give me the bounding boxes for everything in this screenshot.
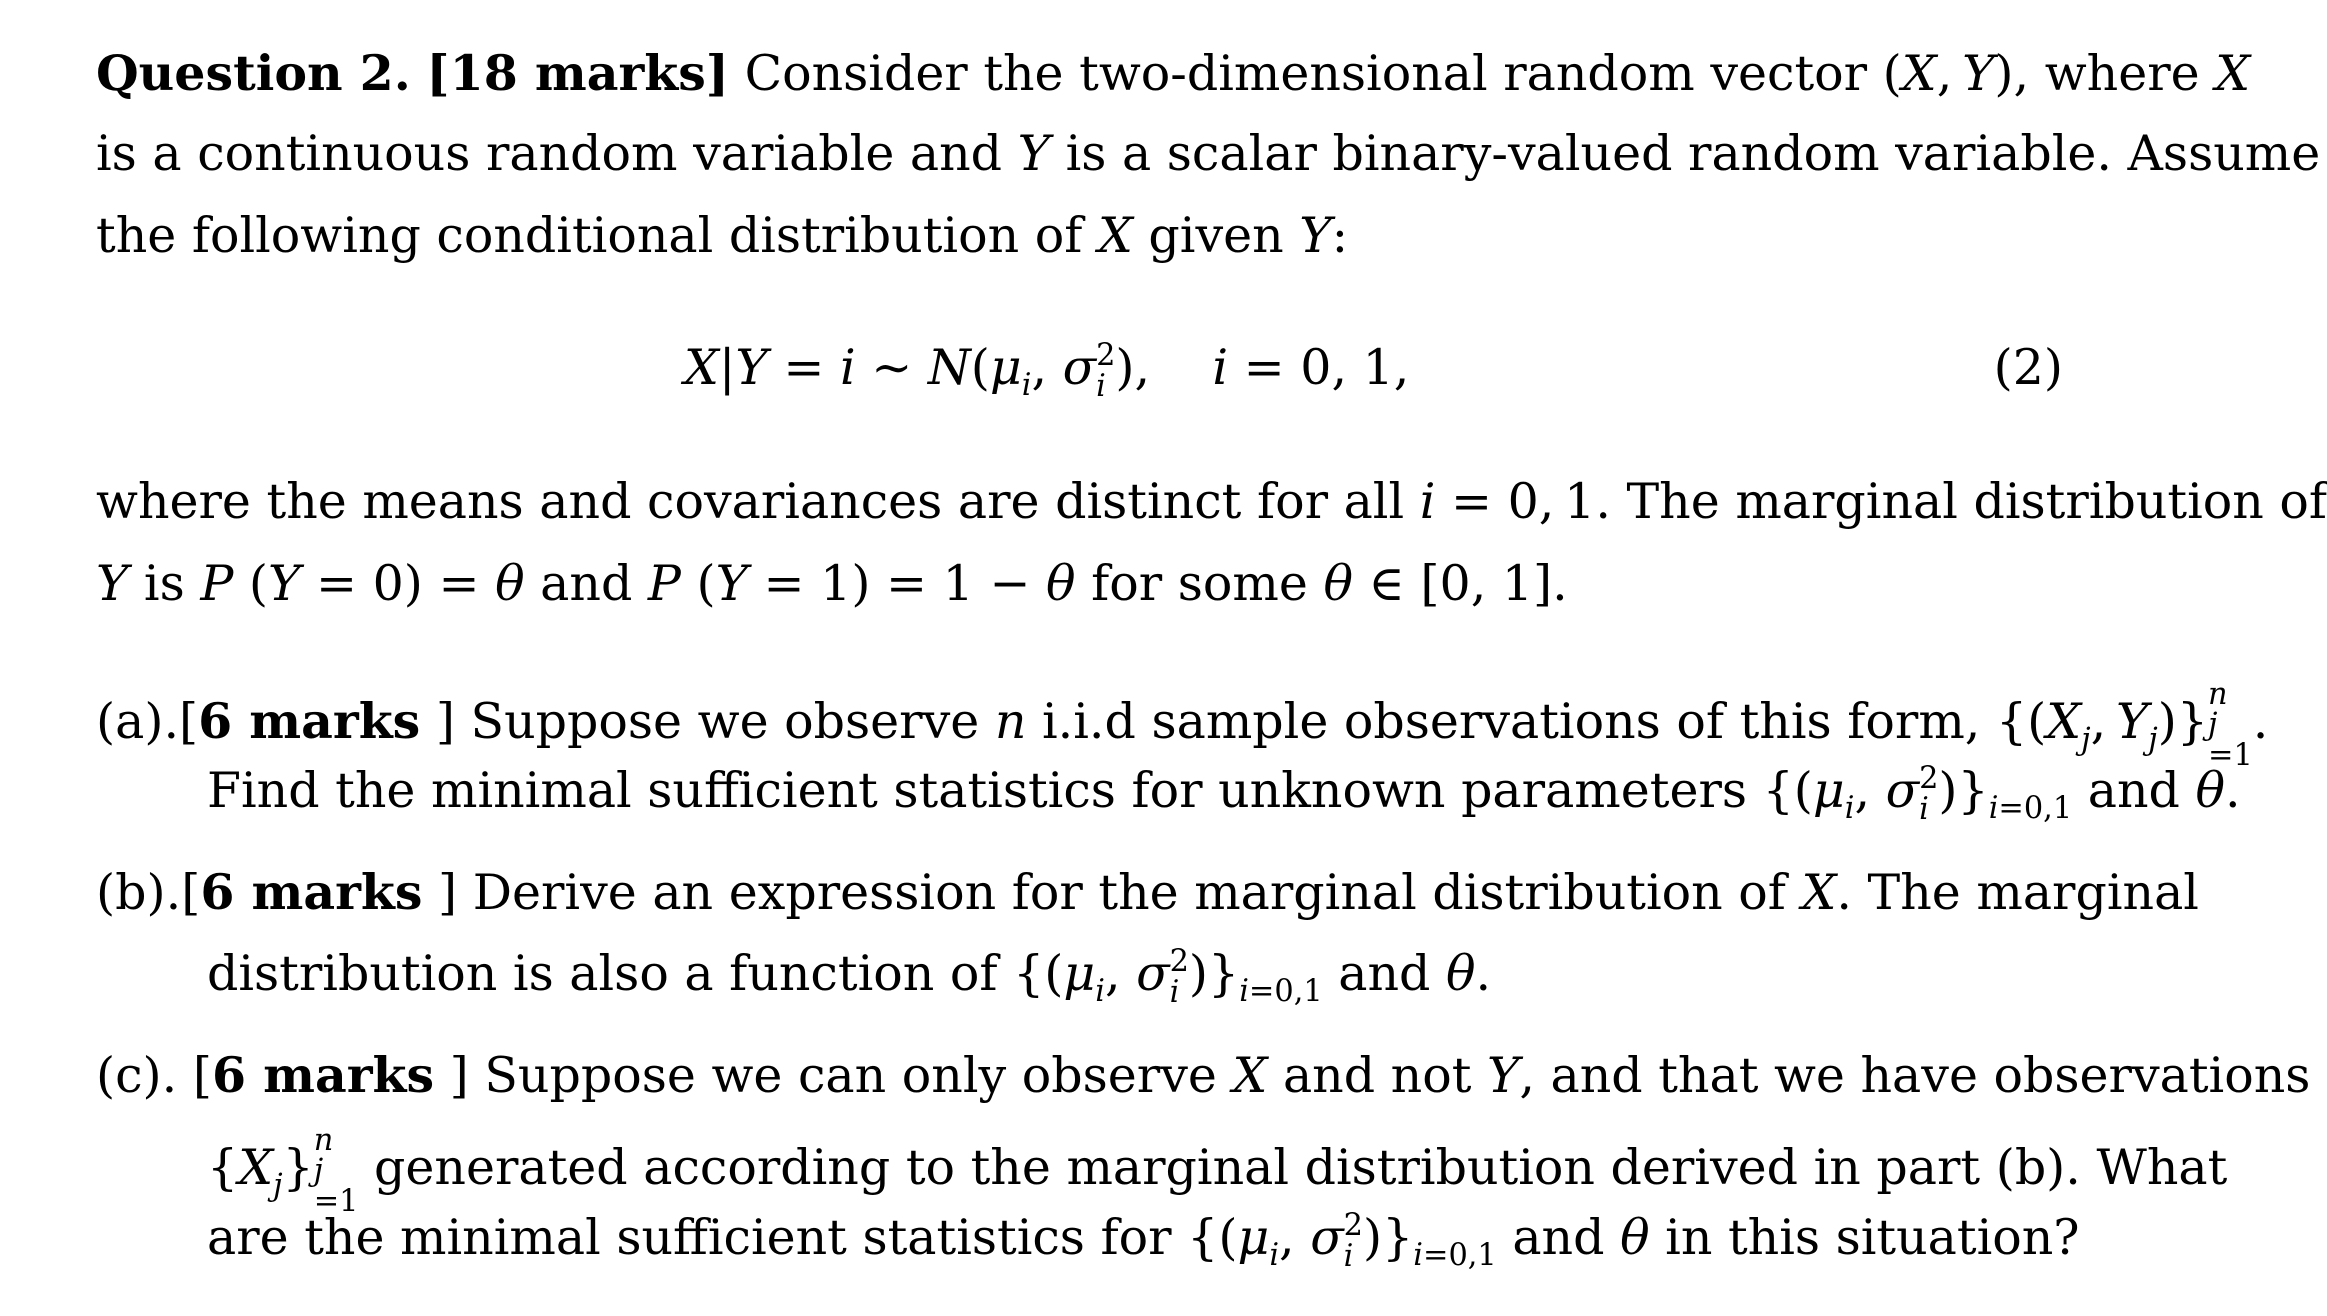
part-b-line-1: (b).[6 marks ] Derive an expression for the marginal distribution of X. The marginal — [96, 863, 2199, 921]
question-intro-line-3: the following conditional distribution of X given Y: — [96, 207, 1349, 264]
part-c-line-2: $\{X_j\}$ n j =1 generated according to the marginal distribution derived in part (b). What — [207, 1123, 2228, 1219]
part-b-line-2: distribution is also a function of {($\mu_i$, σ 2 i )}$_{i=0,1}$ and θ. — [207, 944, 1492, 1010]
part-a-marks: 6 marks — [198, 692, 421, 751]
question-after-line-1: where the means and covariances are distinct for all i = 0, 1. The marginal distribution of — [96, 473, 2327, 530]
display-equation: X|Y = i ∼ $N(\mu_i$, σ 2 i ), i = 0, 1, — [684, 338, 1410, 404]
question-label: Question 2. — [96, 44, 411, 102]
part-c-label: (c). — [96, 1047, 178, 1104]
question-after-line-2: Y is P (Y = 0) = θ and P (Y = 1) = 1 − θ for some θ ∈ [0, 1]. — [96, 555, 1568, 612]
equation-number: (2) — [1993, 339, 2063, 396]
part-c-line-3: are the minimal sufficient statistics for {($\mu_i$, σ 2 i )}$_{i=0,1}$ and θ in this situation? — [207, 1208, 2080, 1274]
question-intro-line-2: is a continuous random variable and Y is a scalar binary-valued random variable. Assume — [96, 125, 2321, 182]
question-intro-line-1: Question 2. [18 marks] Consider the two-dimensional random vector (X, Y), where X — [96, 44, 2251, 102]
part-a-line-1: (a).[6 marks ] Suppose we observe n i.i.d sample observations of this form, {($X_j$, $Y_j$)} n j =1 . — [96, 677, 2269, 773]
part-c-marks: 6 marks — [211, 1046, 435, 1104]
part-a-label: (a). — [96, 693, 180, 751]
part-a-line-2: Find the minimal sufficient statistics for unknown parameters {($\mu_i$, σ 2 i )}$_{i=0,1}$ and θ. — [207, 761, 2241, 827]
question-marks: [18 marks] — [426, 44, 729, 102]
part-b-marks: 6 marks — [200, 863, 423, 921]
part-b-label: (b). — [96, 864, 182, 921]
part-c-line-1: (c). [6 marks ] Suppose we can only observe X and not Y, and that we have observations — [96, 1046, 2311, 1104]
